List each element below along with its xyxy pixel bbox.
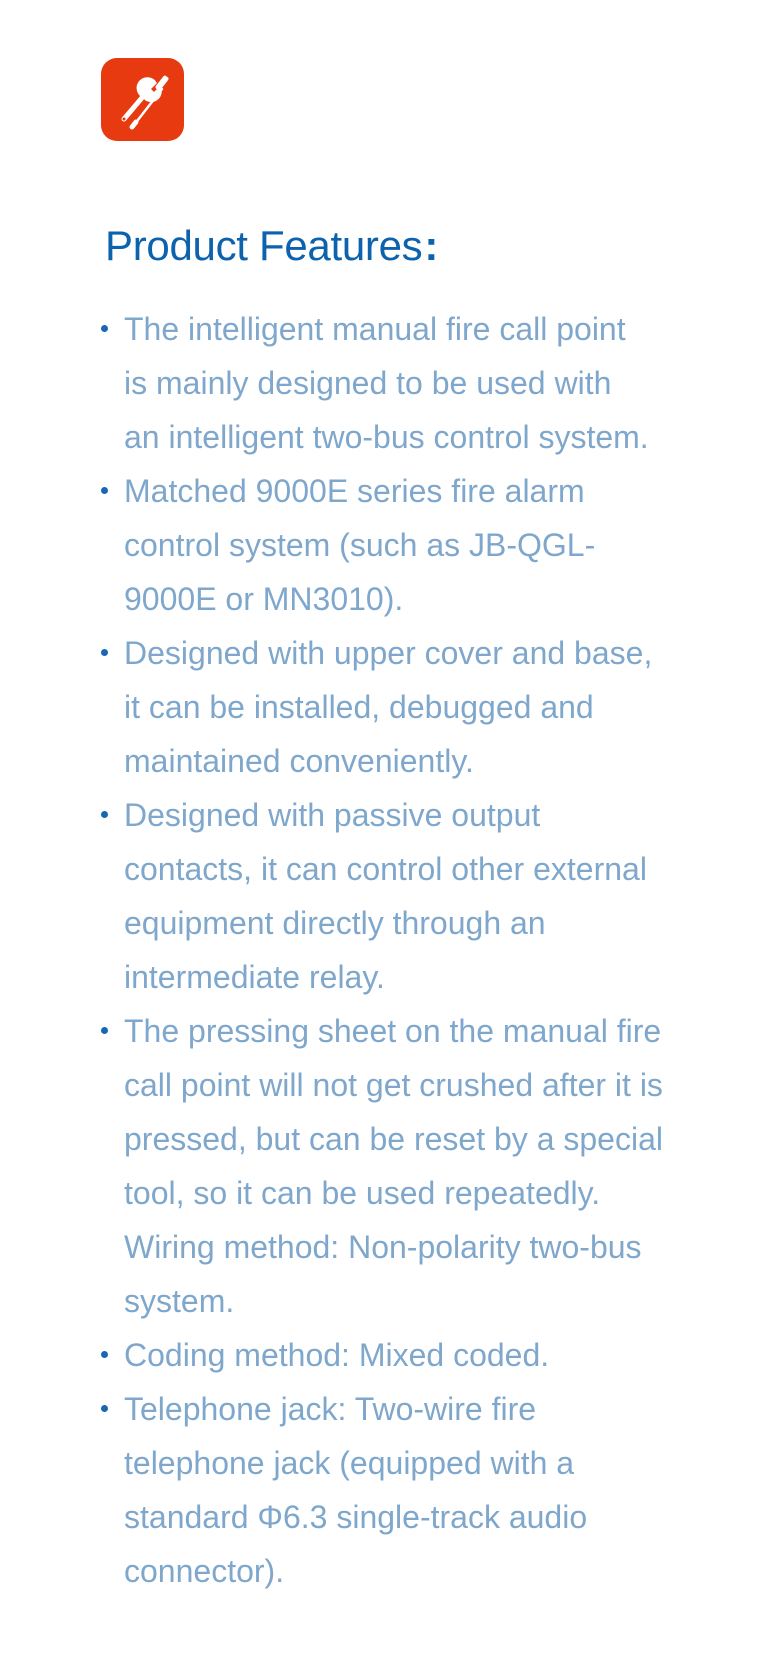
feature-text-line: tool, so it can be used repeatedly. (124, 1175, 601, 1211)
feature-text-line: call point will not get crushed after it is (124, 1067, 663, 1103)
feature-item (100, 1328, 700, 1382)
feature-text-line: Designed with upper cover and base, (124, 635, 653, 671)
feature-text-line: is mainly designed to be used with (124, 365, 612, 401)
heading-colon: : (424, 222, 439, 269)
feature-item (100, 1004, 700, 1328)
feature-text-line: connector). (124, 1553, 285, 1589)
heading-text: Product Features (105, 222, 423, 269)
feature-item (100, 464, 700, 626)
product-features-heading (105, 222, 438, 270)
wrench-screwdriver-glyph (110, 67, 176, 133)
feature-text-line: it can be installed, debugged and (124, 689, 594, 725)
feature-text-line: Telephone jack: Two-wire fire (124, 1391, 537, 1427)
feature-text-line: an intelligent two-bus control system. (124, 419, 649, 455)
bullet-icon (101, 325, 108, 332)
bullet-icon (101, 1027, 108, 1034)
bullet-icon (101, 487, 108, 494)
feature-item (100, 626, 700, 788)
feature-item (100, 788, 700, 1004)
bullet-icon (101, 649, 108, 656)
feature-text-line: telephone jack (equipped with a (124, 1445, 575, 1481)
tools-icon (101, 58, 184, 141)
feature-text-line: Matched 9000E series fire alarm (124, 473, 585, 509)
feature-text-line: intermediate relay. (124, 959, 385, 995)
feature-item (100, 1382, 700, 1598)
feature-text-line: Wiring method: Non-polarity two-bus (124, 1229, 642, 1265)
feature-text-line: standard Φ6.3 single-track audio (124, 1499, 588, 1535)
feature-text-line: Coding method: Mixed coded. (124, 1337, 550, 1373)
bullet-icon (101, 1351, 108, 1358)
bullet-icon (101, 1405, 108, 1412)
feature-text-line: The pressing sheet on the manual fire (124, 1013, 662, 1049)
feature-text-line: Designed with passive output (124, 797, 541, 833)
feature-text-line: system. (124, 1283, 235, 1319)
feature-text-line: 9000E or MN3010). (124, 581, 404, 617)
feature-item (100, 302, 700, 464)
feature-text-line: maintained conveniently. (124, 743, 474, 779)
feature-list (100, 302, 700, 1598)
feature-text-line: contacts, it can control other external (124, 851, 647, 887)
feature-text-line: control system (such as JB-QGL- (124, 527, 596, 563)
feature-text-line: The intelligent manual fire call point (124, 311, 626, 347)
feature-text-line: equipment directly through an (124, 905, 546, 941)
feature-text-line: pressed, but can be reset by a special (124, 1121, 663, 1157)
bullet-icon (101, 811, 108, 818)
